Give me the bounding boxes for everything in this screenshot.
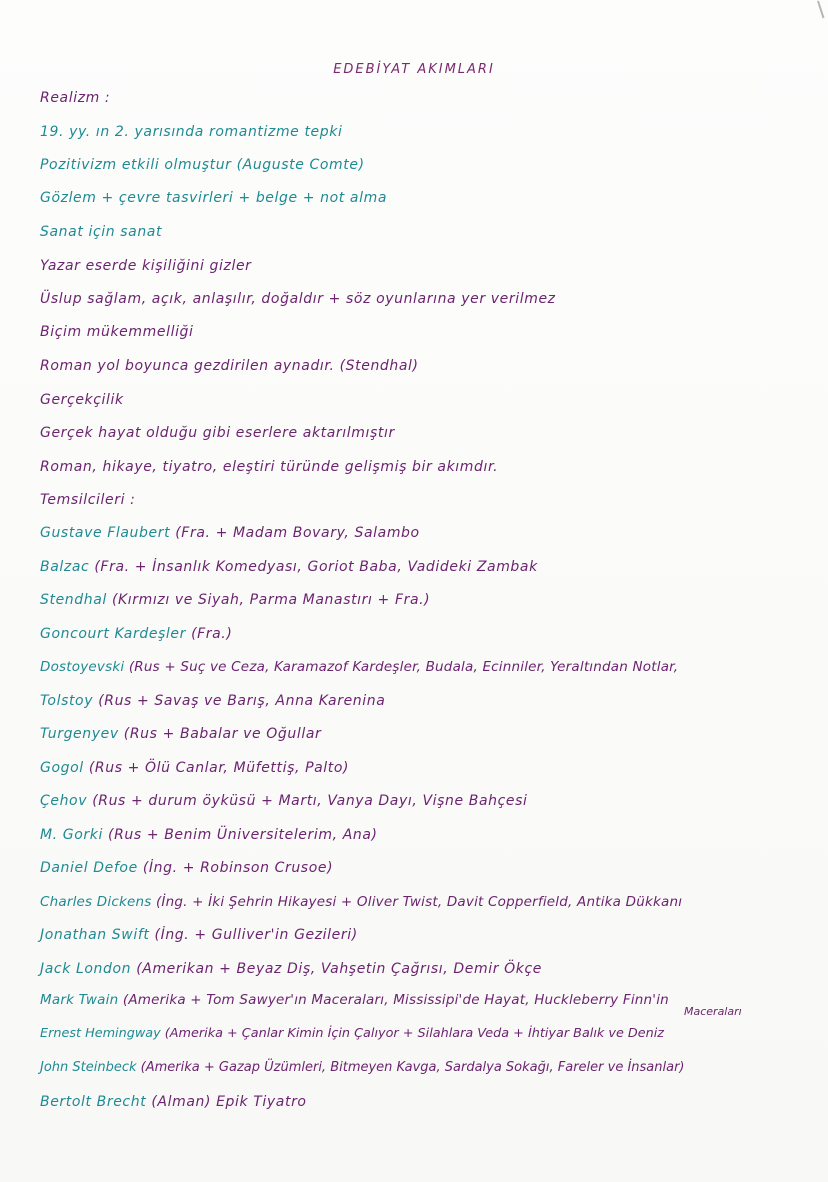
representative-works: (Fra. + Madam Bovary, Salambo: [175, 525, 420, 541]
representative-name: Tolstoy: [40, 693, 94, 709]
representative-name: Bertolt Brecht: [40, 1094, 147, 1110]
continuation-note: Maceraları: [684, 1005, 742, 1018]
note-line: Roman, hikaye, tiyatro, eleştiri türünde gelişmiş bir akımdır.: [40, 459, 499, 475]
representative-line: [40, 825, 378, 845]
representative-name: Turgenyev: [40, 726, 119, 742]
note-line: Biçim mükemmelliği: [40, 324, 194, 340]
representative-line: [40, 925, 358, 945]
representative-name: M. Gorki: [40, 827, 103, 843]
representative-works: (İng. + Robinson Crusoe): [142, 860, 334, 876]
representative-works: (Fra. + İnsanlık Komedyası, Goriot Baba, Vadideki Zambak: [94, 559, 538, 575]
representative-line: [40, 523, 420, 543]
representative-works: (İng. + İki Şehrin Hikayesi + Oliver Twist, Davit Copperfield, Antika Dükkanı: [155, 894, 683, 910]
representative-name: John Steinbeck: [40, 1060, 137, 1075]
representative-name: Jonathan Swift: [40, 927, 150, 943]
note-line: Pozitivizm etkili olmuştur (Auguste Comte): [40, 157, 365, 173]
representative-line: [40, 959, 542, 979]
note-line: Üslup sağlam, açık, anlaşılır, doğaldır + söz oyunlarına yer verilmez: [40, 291, 556, 307]
representative-line: [40, 590, 430, 610]
representative-works: (Amerika + Tom Sawyer'ın Maceraları, Mississipi'de Hayat, Huckleberry Finn'in: [122, 992, 669, 1008]
page-corner-mark: [808, 1, 825, 22]
representative-line: [40, 1058, 685, 1078]
representative-line: [40, 657, 678, 677]
representative-name: Gogol: [40, 760, 84, 776]
representative-name: Dostoyevski: [40, 659, 125, 675]
note-line: Temsilcileri :: [40, 492, 136, 508]
representative-works: (Rus + Ölü Canlar, Müfettiş, Palto): [88, 760, 350, 776]
representative-line: [40, 791, 528, 811]
representative-name: Gustave Flaubert: [40, 525, 171, 541]
representative-line: [40, 892, 682, 912]
representative-line: [40, 858, 333, 878]
representative-works: (Amerika + Çanlar Kimin İçin Çalıyor + Silahlara Veda + İhtiyar Balık ve Deniz: [164, 1026, 665, 1041]
representative-name: Mark Twain: [40, 992, 119, 1008]
representative-works: (İng. + Gulliver'in Gezileri): [154, 927, 358, 943]
note-line: Yazar eserde kişiliğini gizler: [40, 258, 252, 274]
representative-line: [40, 557, 538, 577]
representative-works: (Rus + Savaş ve Barış, Anna Karenina: [98, 693, 386, 709]
representative-line: [40, 724, 321, 744]
note-line: 19. yy. ın 2. yarısında romantizme tepki: [40, 124, 343, 140]
representative-works: (Fra.): [191, 626, 233, 642]
note-line: Gözlem + çevre tasvirleri + belge + not alma: [40, 190, 388, 206]
page-title: EDEBİYAT AKIMLARI: [333, 62, 495, 77]
representative-name: Çehov: [40, 793, 88, 809]
representative-line: [40, 990, 669, 1010]
representative-name: Charles Dickens: [40, 894, 152, 910]
representative-works: (Amerikan + Beyaz Diş, Vahşetin Çağrısı, Demir Ökçe: [136, 961, 542, 977]
representative-line: [40, 691, 385, 711]
note-line: Roman yol boyunca gezdirilen aynadır. (Stendhal): [40, 358, 419, 374]
section-heading: Realizm :: [40, 90, 111, 106]
representative-line: [40, 624, 232, 644]
representative-line: [40, 758, 349, 778]
representative-works: (Rus + Suç ve Ceza, Karamazof Kardeşler, Budala, Ecinniler, Yeraltından Notlar,: [128, 659, 679, 675]
note-line: Sanat için sanat: [40, 224, 163, 240]
representative-works: (Rus + Babalar ve Oğullar: [123, 726, 322, 742]
representative-name: Stendhal: [40, 592, 107, 608]
representative-name: Ernest Hemingway: [40, 1026, 161, 1041]
representative-works: (Amerika + Gazap Üzümleri, Bitmeyen Kavga, Sardalya Sokağı, Fareler ve İnsanlar): [140, 1060, 685, 1075]
representative-name: Goncourt Kardeşler: [40, 626, 186, 642]
representative-line: [40, 1024, 664, 1044]
representative-name: Jack London: [40, 961, 132, 977]
representative-works: (Rus + Benim Üniversitelerim, Ana): [108, 827, 378, 843]
representative-works: (Kırmızı ve Siyah, Parma Manastırı + Fra.): [111, 592, 431, 608]
representative-name: Balzac: [40, 559, 90, 575]
representative-line: [40, 1092, 307, 1112]
note-line: Gerçekçilik: [40, 392, 124, 408]
representative-name: Daniel Defoe: [40, 860, 138, 876]
representative-works: (Alman) Epik Tiyatro: [151, 1094, 307, 1110]
note-line: Gerçek hayat olduğu gibi eserlere aktarılmıştır: [40, 425, 395, 441]
representative-works: (Rus + durum öyküsü + Martı, Vanya Dayı, Vişne Bahçesi: [92, 793, 528, 809]
